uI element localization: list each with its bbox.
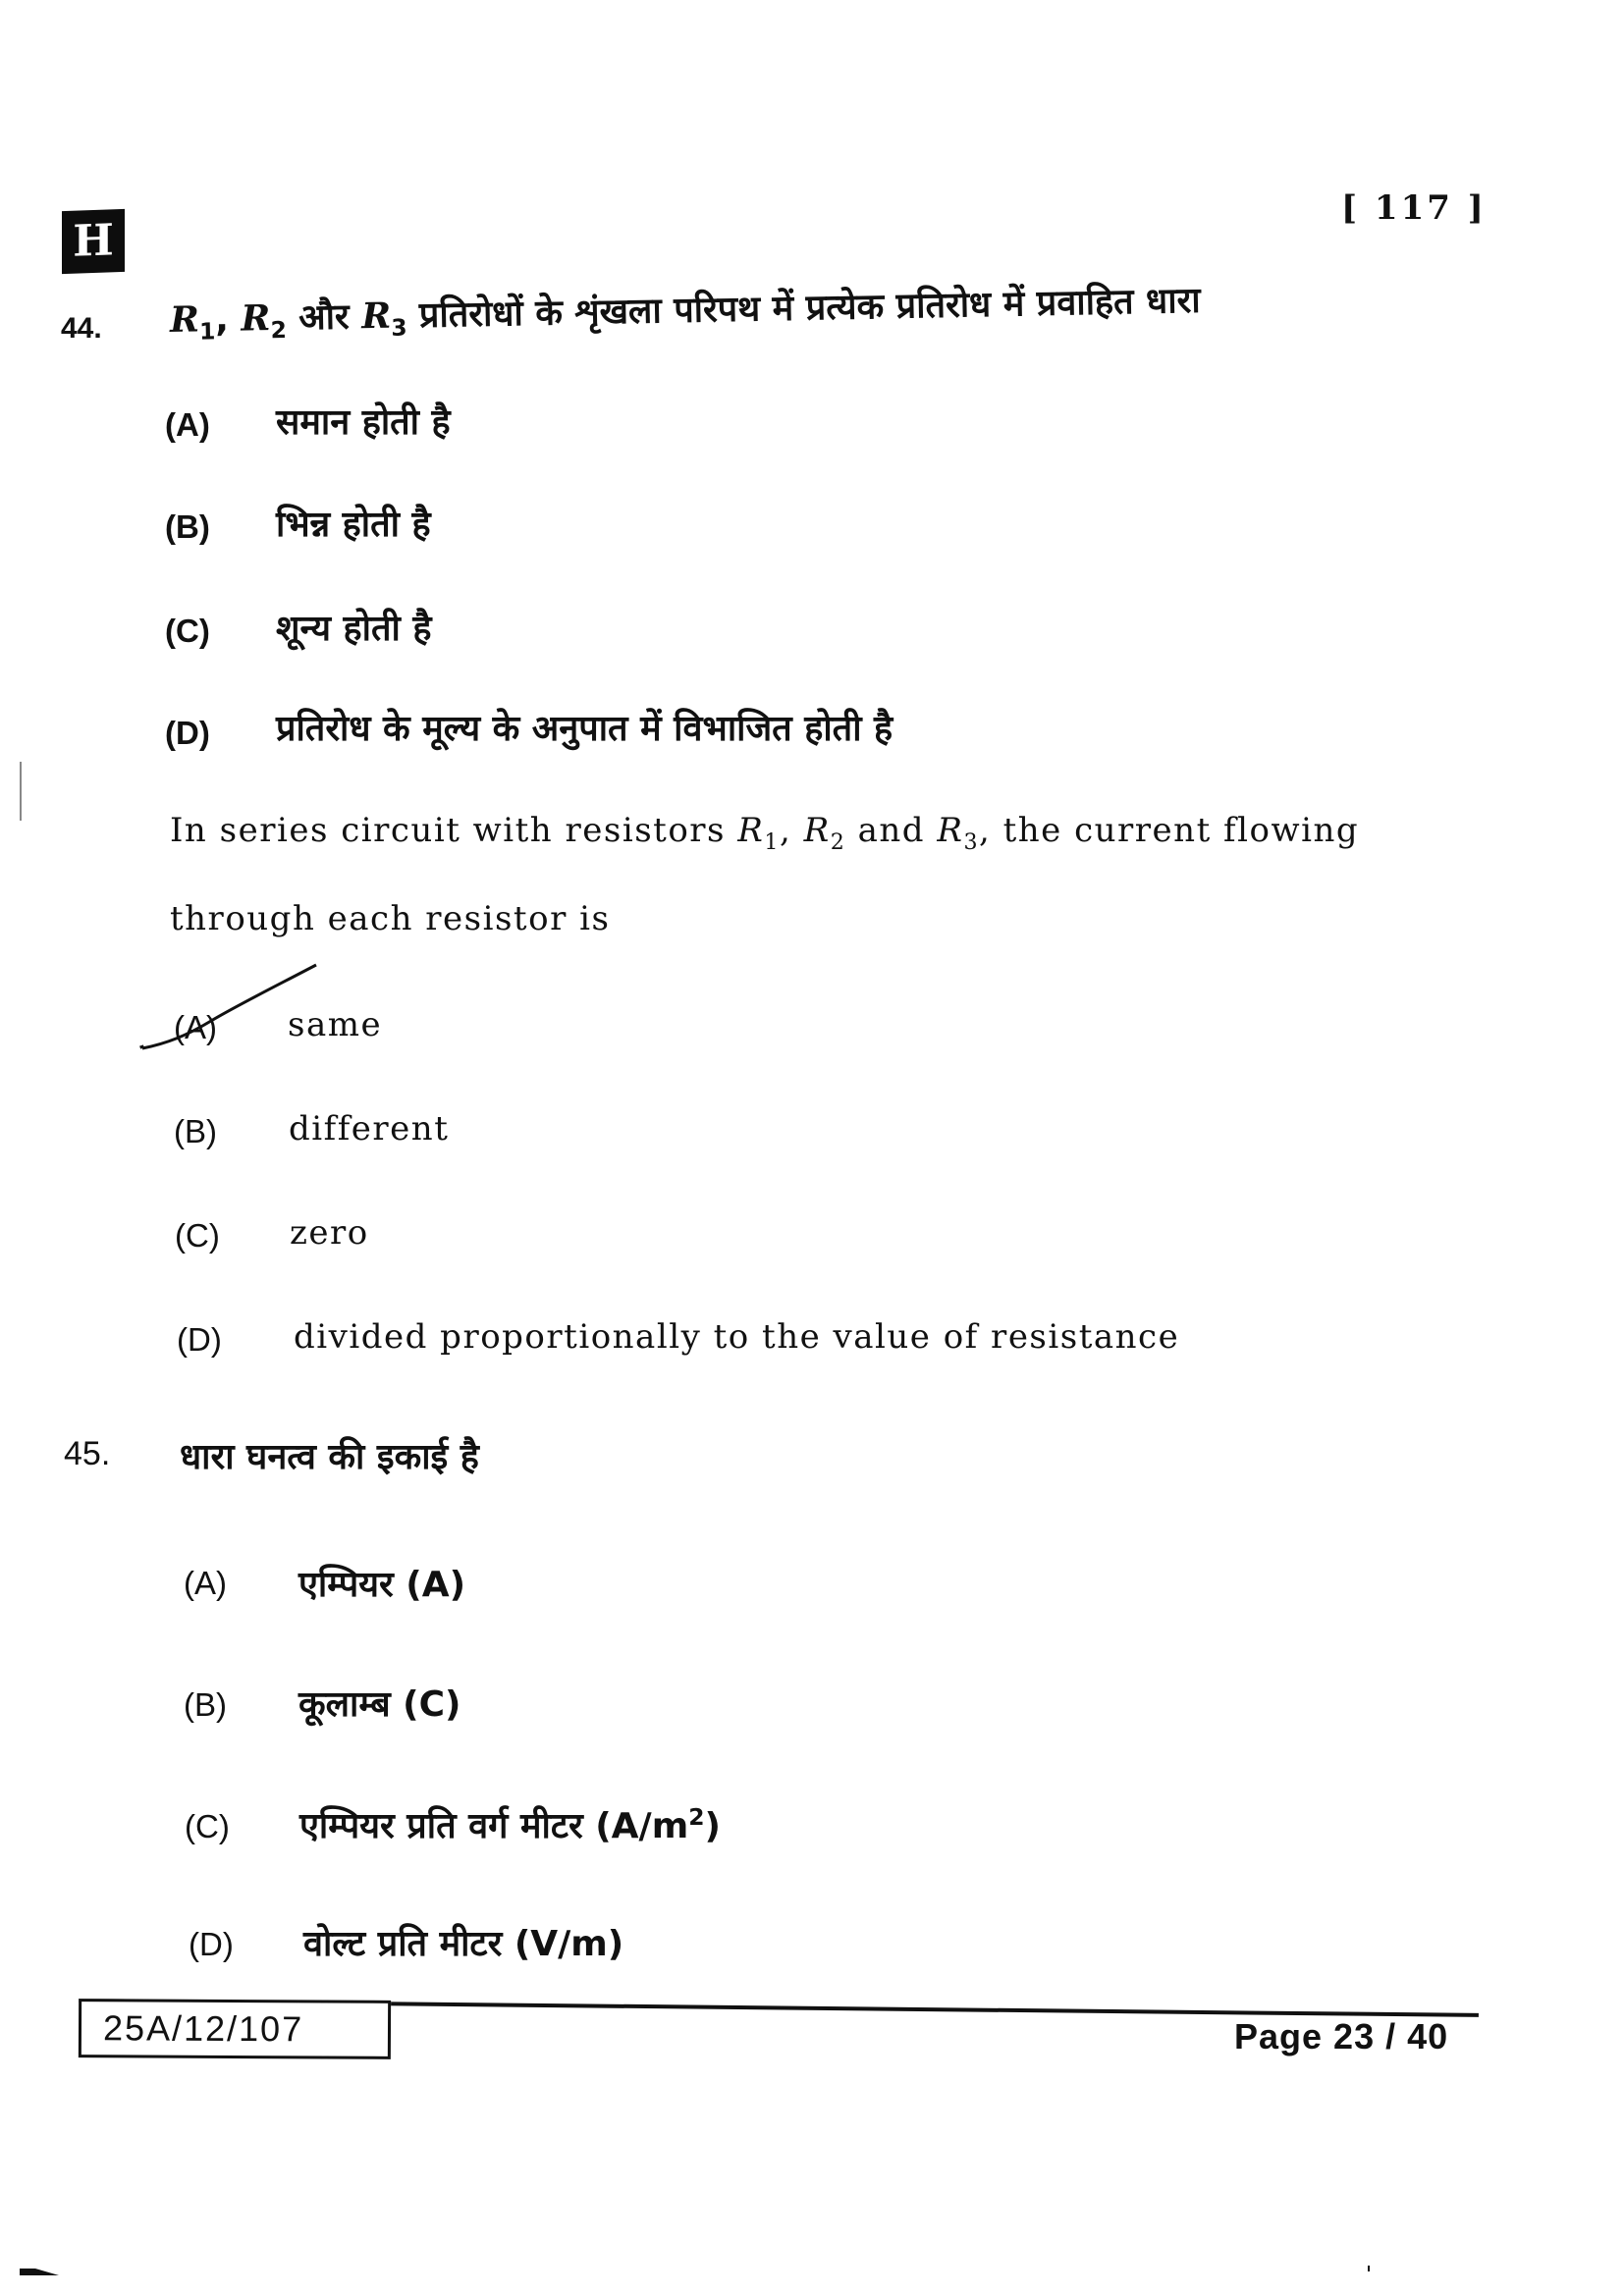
option-text: समान होती है <box>276 402 451 443</box>
option-text: एम्पियर (A) <box>298 1565 466 1605</box>
option-text: zero <box>290 1213 369 1253</box>
option-label: (A) <box>184 1565 227 1601</box>
option-text: different <box>289 1109 450 1148</box>
question-45-stem-hindi: धारा घनत्व की इकाई है <box>180 1437 479 1477</box>
question-number-44: 44. <box>61 312 102 345</box>
paper-code-header: [ 117 ] <box>1341 188 1487 228</box>
option-text: same <box>288 1005 383 1044</box>
question-44-stem-english-line1: In series circuit with resistors $R_1$, $R_2$ and $R_3$, the current flowing <box>170 811 1360 855</box>
option-text: प्रतिरोध के मूल्य के अनुपात में विभाजित होती है <box>276 709 893 749</box>
paper-code: 25A/12/107 <box>102 2007 304 2050</box>
option-label: (B) <box>165 508 210 545</box>
option-text: भिन्न होती है <box>276 505 431 545</box>
page-number: Page 23 / 40 <box>1234 2016 1449 2056</box>
option-label: (A) <box>174 1009 217 1045</box>
option-label: (C) <box>165 613 210 649</box>
scan-artifact-line <box>20 762 22 821</box>
question-44-stem-english-line2: through each resistor is <box>170 899 611 938</box>
option-label: (D) <box>189 1926 234 1962</box>
option-label: (D) <box>177 1321 222 1358</box>
option-label: (A) <box>165 406 210 443</box>
option-label: (D) <box>165 715 210 751</box>
option-text: शून्य होती है <box>276 609 432 649</box>
option-label: (B) <box>174 1113 217 1149</box>
option-text: divided proportionally to the value of resistance <box>294 1317 1180 1357</box>
option-text: कूलाम्ब (C) <box>298 1684 461 1725</box>
question-44-stem-hindi: $R_1$, $R_2$ और $R_3$ प्रतिरोधों के शृंखला परिपथ में प्रत्येक प्रतिरोध में प्रवाहित धारा <box>169 280 1201 346</box>
option-label: (B) <box>184 1686 227 1723</box>
answer-tick-mark-icon <box>137 957 324 1055</box>
option-label: (C) <box>175 1217 220 1254</box>
question-number-45: 45. <box>64 1435 111 1472</box>
scan-artifact-dot <box>1368 2266 1370 2271</box>
set-badge: H <box>62 209 125 274</box>
option-label: (C) <box>185 1808 230 1844</box>
paper-code-box <box>79 1999 391 2059</box>
scan-artifact-mark <box>20 2269 59 2275</box>
option-text: एम्पियर प्रति वर्ग मीटर $(A/m^2)$ <box>299 1803 721 1846</box>
option-text: वोल्ट प्रति मीटर (V/m) <box>303 1924 624 1964</box>
